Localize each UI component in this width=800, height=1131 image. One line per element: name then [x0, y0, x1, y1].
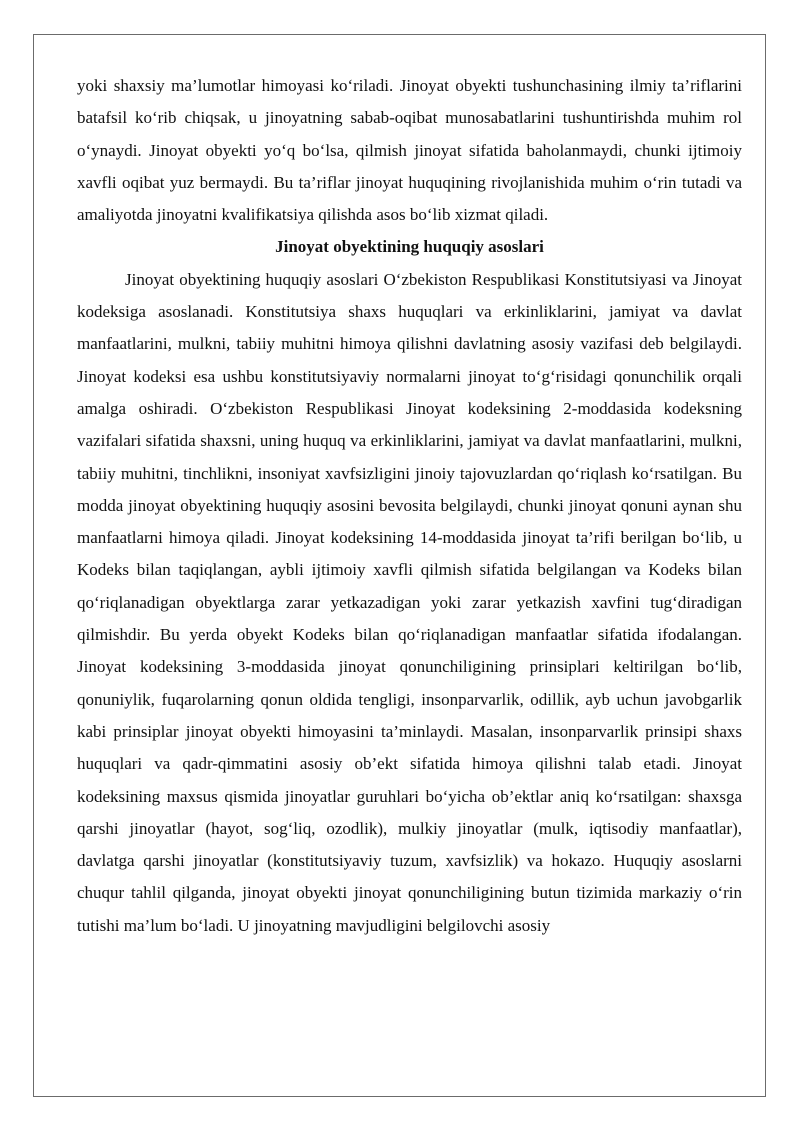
section-heading: Jinoyat obyektining huquqiy asoslari: [275, 237, 544, 257]
document-body: [77, 70, 742, 942]
paragraph-continuation: yoki shaxsiy ma’lumotlar himoyasi ko‘riladi. Jinoyat obyekti tushunchasining ilmiy ta’riflarini batafsil ko‘rib chiqsak, u jinoyatning sabab-oqibat munosabatlarini tushuntirishda muhim rol o‘ynaydi. Jinoyat obyekti yo‘q bo‘lsa, qilmish jinoyat sifatida baholanmaydi, chunki ijtimoiy xavfli oqibat yuz bermaydi. Bu ta’riflar jinoyat huquqining rivojlanishida muhim o‘rin tutadi va amaliyotda jinoyatni kvalifikatsiya qilishda asos bo‘lib xizmat qiladi.: [77, 76, 742, 225]
paragraph-legal-basis: Jinoyat obyektining huquqiy asoslari O‘zbekiston Respublikasi Konstitutsiyasi va Jinoyat kodeksiga asoslanadi. Konstitutsiya shaxs huquqlari va erkinliklarini, jamiyat va davlat manfaatlarini, mulkni, tabiiy muhitni himoya qilishni davlatning asosiy vazifasi deb belgilaydi. Jinoyat kodeksi esa ushbu konstitutsiyaviy normalarni jinoyat to‘g‘risidagi qonunchilik orqali amalga oshiradi. O‘zbekiston Respublikasi Jinoyat kodeksining 2-moddasida kodeksning vazifalari sifatida shaxsni, uning huquq va erkinliklarini, jamiyat va davlat manfaatlarini, mulkni, tabiiy muhitni, tinchlikni, insoniyat xavfsizligini jinoiy tajovuzlardan qo‘riqlash ko‘rsatilgan. Bu modda jinoyat obyektining huquqiy asosini bevosita belgilaydi, chunki jinoyat qonuni aynan shu manfaatlarni himoya qiladi. Jinoyat kodeksining 14-moddasida jinoyat ta’rifi berilgan bo‘lib, u Kodeks bilan taqiqlangan, aybli ijtimoiy xavfli qilmish sifatida belgilangan va Kodeks bilan qo‘riqlanadigan obyektlarga zarar yetkazadigan yoki zarar yetkazish xavfini tug‘diradigan qilmishdir. Bu yerda obyekt Kodeks bilan qo‘riqlanadigan manfaatlar sifatida ifodalangan. Jinoyat kodeksining 3-moddasida jinoyat qonunchiligining prinsiplari keltirilgan bo‘lib, qonuniylik, fuqarolarning qonun oldida tengligi, insonparvarlik, odillik, ayb uchun javobgarlik kabi prinsiplar jinoyat obyekti himoyasini ta’minlaydi. Masalan, insonparvarlik prinsipi shaxs huquqlari va qadr-qimmatini asosiy ob’ekt sifatida himoya qilishni talab etadi. Jinoyat kodeksining maxsus qismida jinoyatlar guruhlari bo‘yicha ob’ektlar aniq ko‘rsatilgan: shaxsga qarshi jinoyatlar (hayot, sog‘liq, ozodlik), mulkiy jinoyatlar (mulk, iqtisodiy manfaatlar), davlatga qarshi jinoyatlar (konstitutsiyaviy tuzum, xavfsizlik) va hokazo. Huquqiy asoslarni chuqur tahlil qilganda, jinoyat obyekti jinoyat qonunchiligining butun tizimida markaziy o‘rin tutishi ma’lum bo‘ladi. U jinoyatning mavjudligini belgilovchi asosiy: [77, 269, 742, 935]
